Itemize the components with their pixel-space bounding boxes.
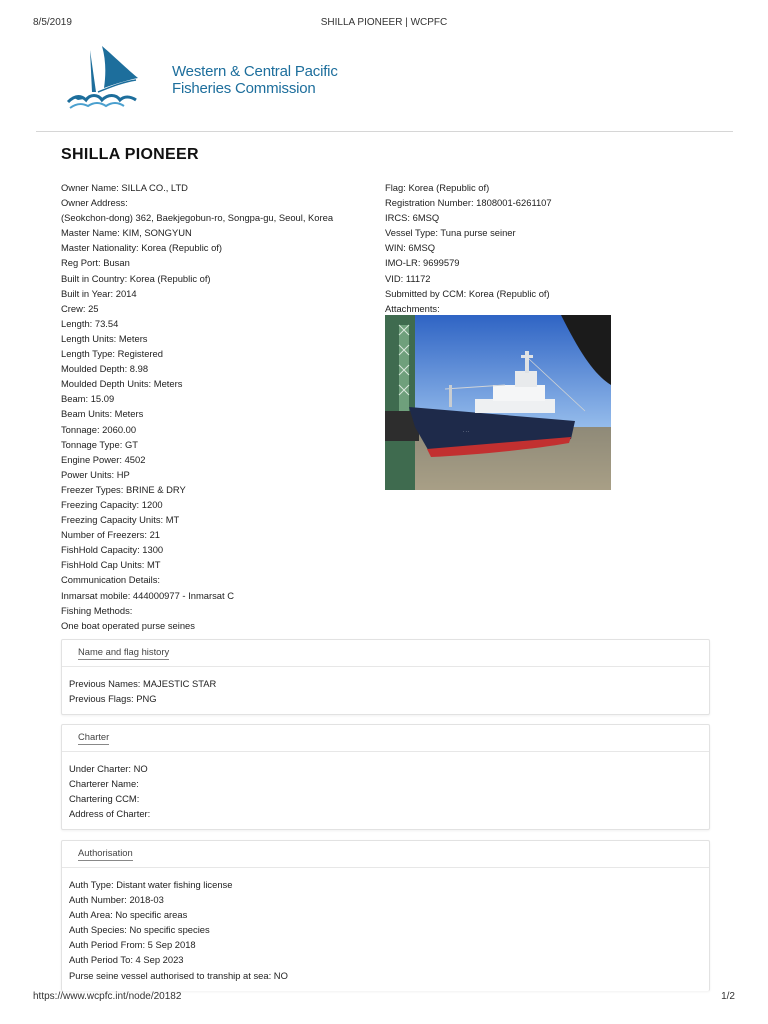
- panel-body: [62, 868, 709, 983]
- detail-row: Length: 73.54: [61, 317, 119, 329]
- detail-row: Power Units: HP: [61, 468, 130, 480]
- detail-row: Tonnage: 2060.00: [61, 423, 137, 435]
- panel-charter: [61, 724, 710, 830]
- detail-row: Communication Details:: [61, 574, 160, 586]
- print-page-title: SHILLA PIONEER | WCPFC: [320, 17, 448, 28]
- detail-row: VID: 11172: [385, 272, 431, 284]
- panel-body: [62, 667, 709, 706]
- detail-row: Beam: 15.09: [61, 393, 115, 405]
- panel-row: Auth Area: No specific areas: [69, 909, 188, 921]
- detail-row: Tonnage Type: GT: [61, 438, 138, 450]
- org-name-line2: Fisheries Commission: [172, 80, 316, 97]
- detail-row: Crew: 25: [61, 302, 99, 314]
- detail-row: Length Type: Registered: [61, 348, 163, 360]
- panel-row: Auth Period From: 5 Sep 2018: [69, 939, 196, 951]
- detail-row: Inmarsat mobile: 444000977 - Inmarsat C: [61, 589, 235, 601]
- panel-row: Auth Number: 2018-03: [69, 894, 164, 906]
- page-number: 1/2: [721, 991, 735, 1002]
- panel-body: [62, 752, 709, 821]
- panel-row: Auth Type: Distant water fishing license: [69, 879, 233, 890]
- wcpfc-logo[interactable]: [66, 44, 366, 114]
- detail-row: IRCS: 6MSQ: [385, 212, 440, 224]
- detail-row: Freezer Types: BRINE & DRY: [61, 483, 186, 495]
- panel-title-link[interactable]: Charter: [78, 731, 109, 745]
- print-header: [0, 17, 768, 31]
- panel-header[interactable]: [62, 640, 709, 667]
- detail-row: Length Units: Meters: [61, 332, 148, 344]
- vessel-photo-image: [385, 315, 611, 490]
- panel-row: Previous Flags: PNG: [69, 693, 157, 705]
- detail-row: One boat operated purse seines: [61, 619, 195, 631]
- vessel-photo[interactable]: [385, 315, 611, 490]
- panel-row: Address of Charter:: [69, 808, 151, 820]
- detail-row: Registration Number: 1808001-6261107: [385, 197, 552, 209]
- detail-row: Master Name: KIM, SONGYUN: [61, 227, 192, 239]
- detail-row: Owner Name: SILLA CO., LTD: [61, 182, 188, 193]
- org-name-line1: Western & Central Pacific: [172, 63, 338, 80]
- panel-title-link[interactable]: Authorisation: [78, 847, 133, 861]
- vessel-details-right: [385, 180, 715, 316]
- detail-row: FishHold Capacity: 1300: [61, 544, 164, 556]
- detail-row: Submitted by CCM: Korea (Republic of): [385, 287, 550, 299]
- panel-row: Chartering CCM:: [69, 793, 140, 805]
- detail-row: Built in Country: Korea (Republic of): [61, 272, 211, 284]
- panel-authorisation: [61, 840, 710, 991]
- detail-row: Fishing Methods:: [61, 604, 133, 616]
- detail-row: WIN: 6MSQ: [385, 242, 436, 254]
- panel-row: Previous Names: MAJESTIC STAR: [69, 678, 217, 689]
- sail-wave-logo-icon: [66, 44, 142, 110]
- hull-marking: · · ·: [463, 429, 470, 434]
- detail-row: Freezing Capacity Units: MT: [61, 514, 180, 526]
- detail-row: FishHold Cap Units: MT: [61, 559, 161, 571]
- panel-header[interactable]: [62, 725, 709, 752]
- print-footer: [0, 991, 768, 1005]
- panel-row: Auth Species: No specific species: [69, 924, 210, 936]
- detail-row: IMO-LR: 9699579: [385, 257, 460, 269]
- detail-row: Built in Year: 2014: [61, 287, 137, 299]
- org-name: [172, 63, 338, 97]
- panel-row: Charterer Name:: [69, 778, 139, 790]
- detail-row: Flag: Korea (Republic of): [385, 182, 490, 193]
- detail-row: Moulded Depth: 8.98: [61, 363, 149, 375]
- panel-row: Under Charter: NO: [69, 763, 148, 774]
- vessel-details-left: [61, 180, 381, 633]
- detail-row: Master Nationality: Korea (Republic of): [61, 242, 223, 254]
- detail-row: Number of Freezers: 21: [61, 529, 160, 541]
- panel-row: Purse seine vessel authorised to tranship at sea: NO: [69, 969, 288, 981]
- detail-row: Reg Port: Busan: [61, 257, 130, 269]
- panel-row: Auth Period To: 4 Sep 2023: [69, 954, 184, 966]
- header-divider: [36, 131, 733, 132]
- detail-row: (Seokchon-dong) 362, Baekjegobun-ro, Songpa-gu, Seoul, Korea: [61, 212, 334, 224]
- detail-row: Owner Address:: [61, 197, 128, 209]
- panel-header[interactable]: [62, 841, 709, 868]
- detail-row: Engine Power: 4502: [61, 453, 146, 465]
- detail-row: Vessel Type: Tuna purse seiner: [385, 227, 516, 239]
- detail-row: Moulded Depth Units: Meters: [61, 378, 183, 390]
- vessel-title: SHILLA PIONEER: [61, 146, 199, 163]
- detail-row: Beam Units: Meters: [61, 408, 144, 420]
- print-url[interactable]: https://www.wcpfc.int/node/20182: [33, 991, 182, 1002]
- panel-name-flag-history: [61, 639, 710, 715]
- panel-title-link[interactable]: Name and flag history: [78, 646, 169, 660]
- attachments-label: Attachments:: [385, 302, 440, 314]
- print-date: 8/5/2019: [33, 17, 72, 28]
- detail-row: Freezing Capacity: 1200: [61, 498, 163, 510]
